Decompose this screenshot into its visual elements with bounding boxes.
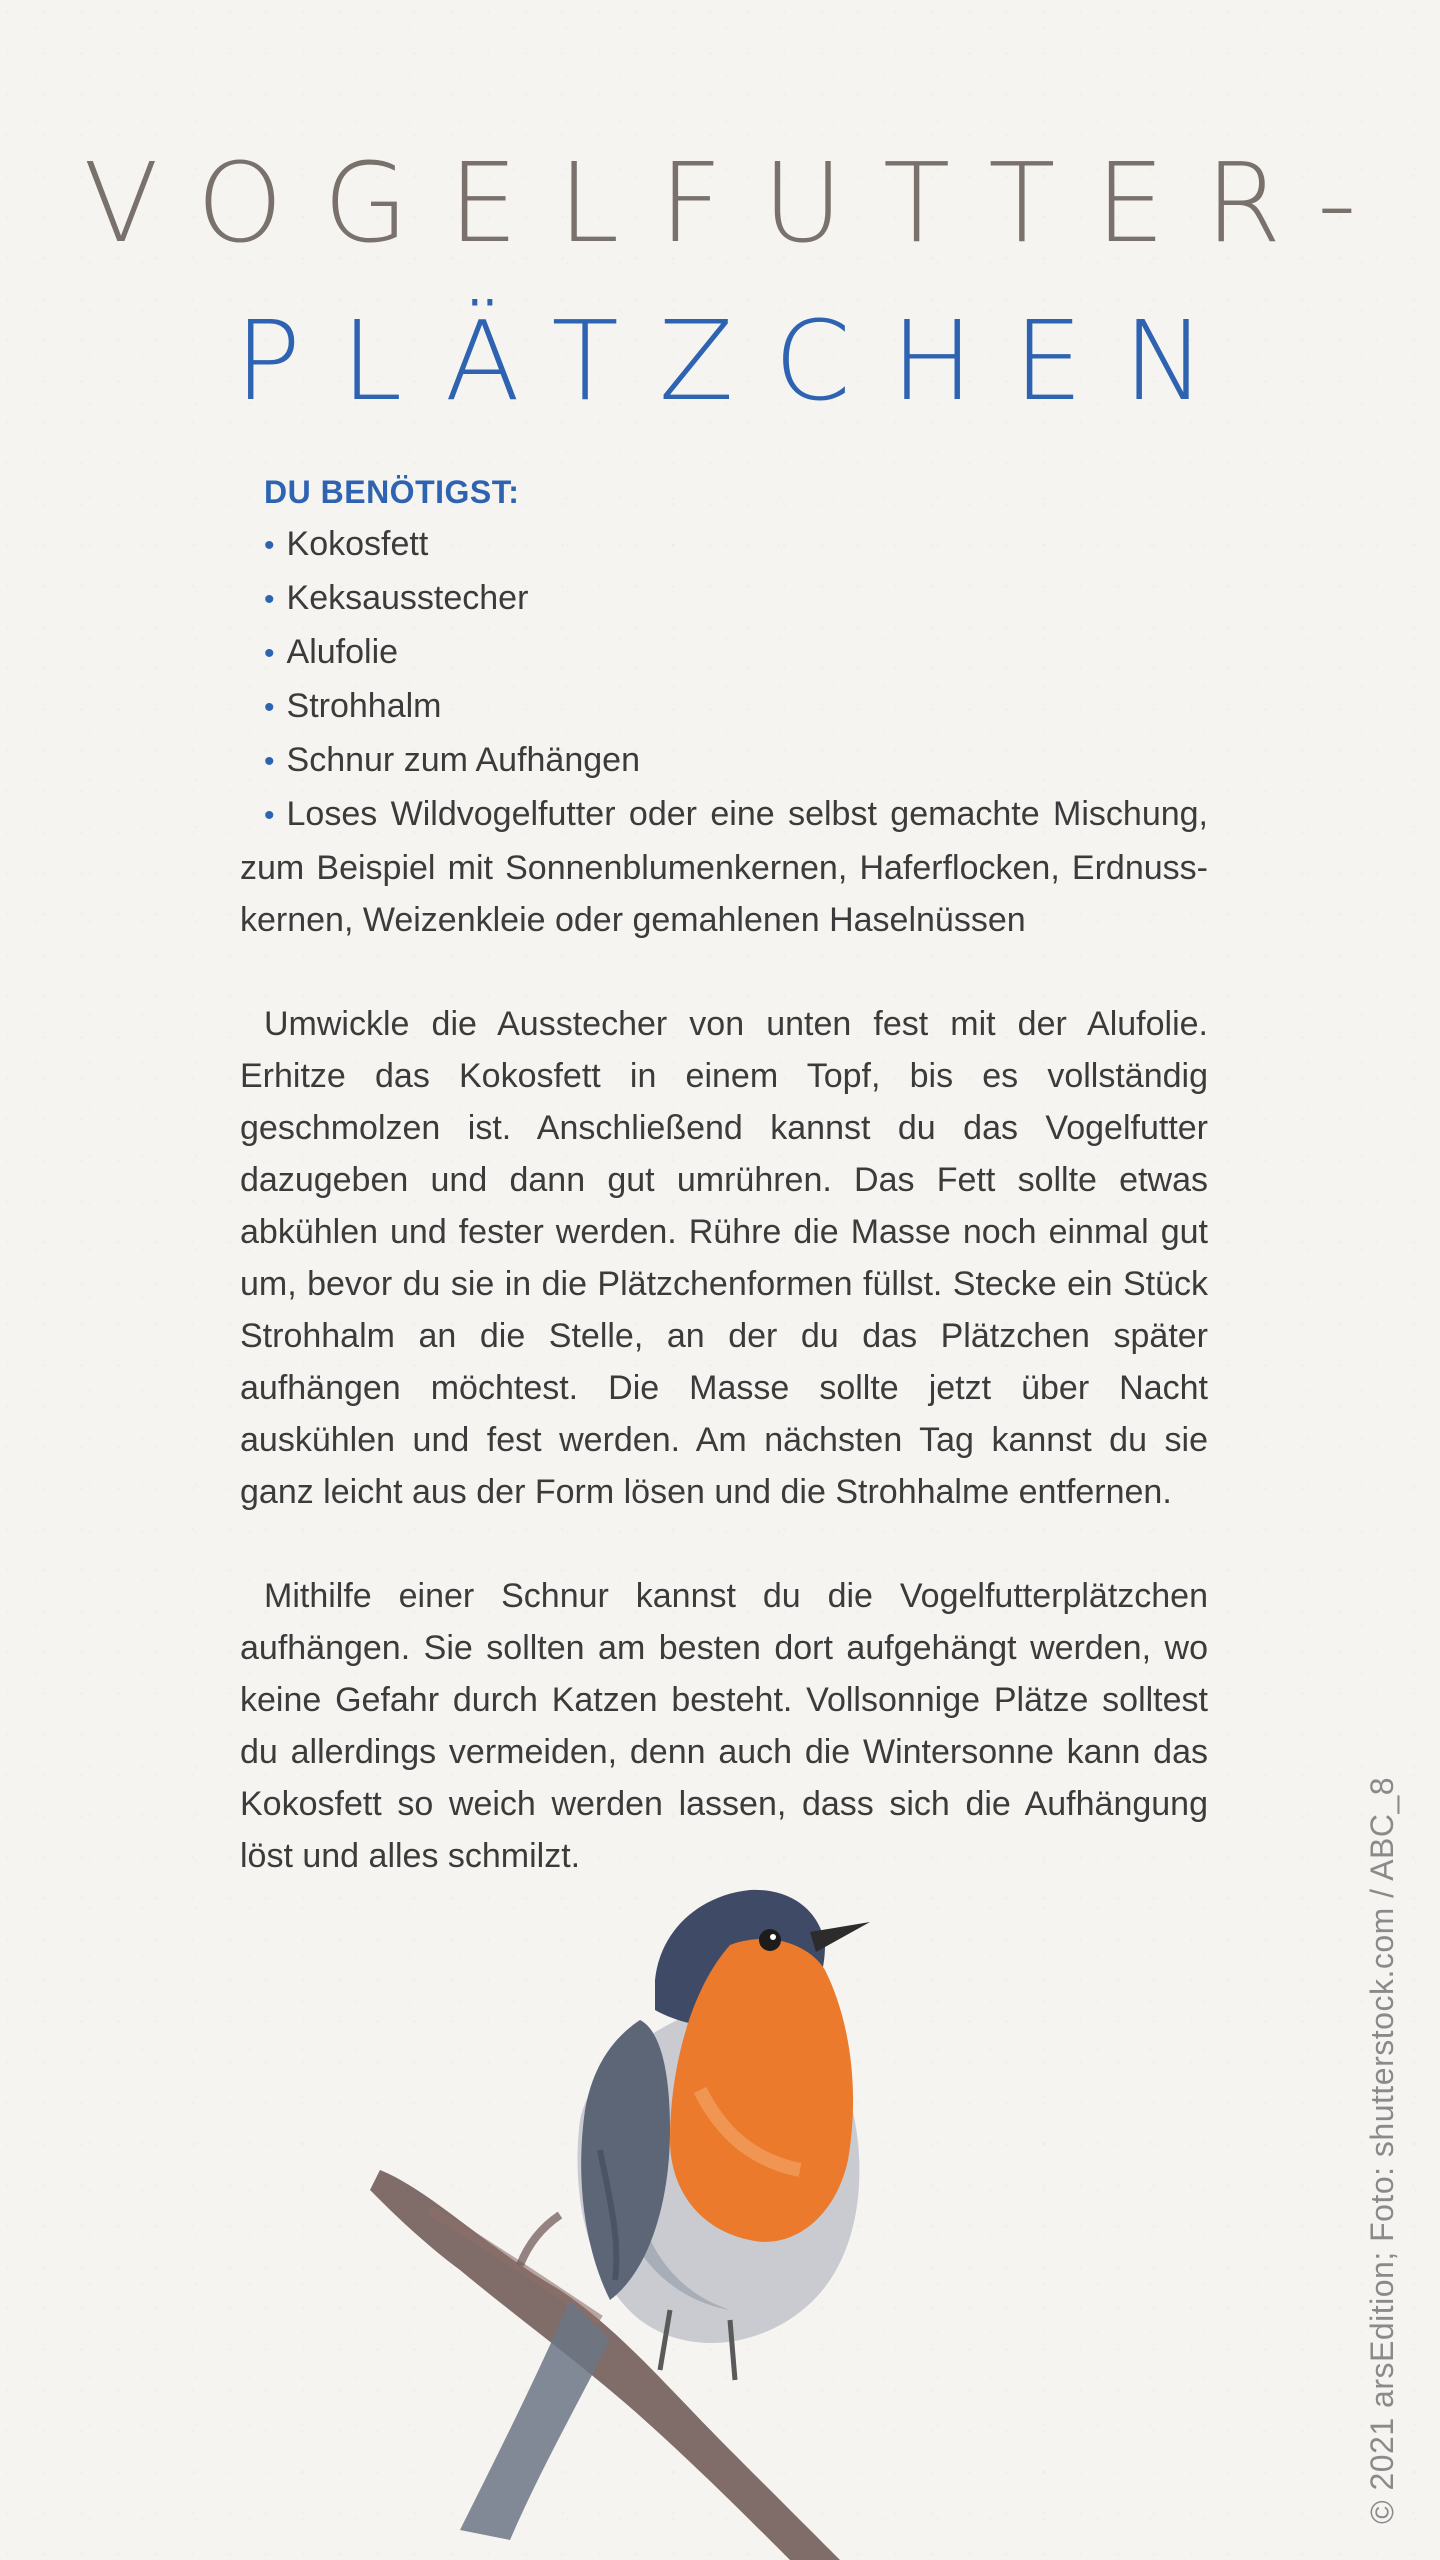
list-item: • Loses Wildvogelfutter oder eine selbst gemachte Mischung, zum Beispiel mit Sonnenblumenkernen, Haferflocken, Erdnusskernen, Weizenkleie oder gemahlenen Haselnüssen (240, 795, 1208, 939)
bullet-icon: • (264, 583, 275, 616)
list-item: • Keksausstecher (264, 579, 529, 617)
title-line-1: VOGELFUTTER- (83, 139, 1397, 267)
list-item: • Strohhalm (264, 687, 442, 725)
list-item: • Kokosfett (264, 525, 429, 563)
photo-credit: © 2021 arsEdition; Foto: shutterstock.com / ABC_8 (1364, 1776, 1400, 2524)
bullet-icon: • (264, 637, 275, 670)
eye (759, 1929, 781, 1951)
needs-heading: DU BENÖTIGST: (264, 474, 520, 510)
needs-list (240, 518, 1208, 946)
hanging-paragraph: Mithilfe einer Schnur kannst du die Vogelfutterplätzchen aufhängen. Sie sollten am besten dort aufgehängt werden, wo keine Gefahr durch Katzen besteht. Vollsonnige Plätze solltest du allerdings vermeiden, denn auch die Wintersonne kann das Kokosfett so weich werden lassen, dass sich die Aufhängung löst und alles schmilzt. (240, 1577, 1208, 1875)
content (240, 466, 1208, 1882)
tail (460, 2300, 610, 2540)
robin-illustration (370, 1870, 990, 2560)
title-line-2: PLÄTZCHEN (234, 297, 1246, 425)
bullet-icon: • (264, 691, 275, 724)
bullet-icon: • (264, 799, 275, 832)
bullet-icon: • (264, 745, 275, 778)
instructions-paragraph: Umwickle die Ausstecher von unten fest mit der Alufolie. Erhitze das Kokosfett in einem Topf, bis es vollständig geschmolzen ist. Anschließend kannst du das Vogelfutter dazugeben und dann gut umrühren. Das Fett sollte etwas abkühlen und fester werden. Rühre die Masse noch einmal gut um, bevor du sie in die Plätzchenformen füllst. Stecke ein Stück Strohhalm an die Stelle, an der du das Plätzchen später aufhängen möchtest. Die Masse sollte jetzt über Nacht auskühlen und fest werden. Am nächsten Tag kannst du sie ganz leicht aus der Form lösen und die Strohhalme entfernen. (240, 1005, 1208, 1511)
list-item: • Alufolie (264, 633, 399, 671)
bullet-icon: • (264, 529, 275, 562)
list-item: • Schnur zum Aufhängen (264, 741, 640, 779)
